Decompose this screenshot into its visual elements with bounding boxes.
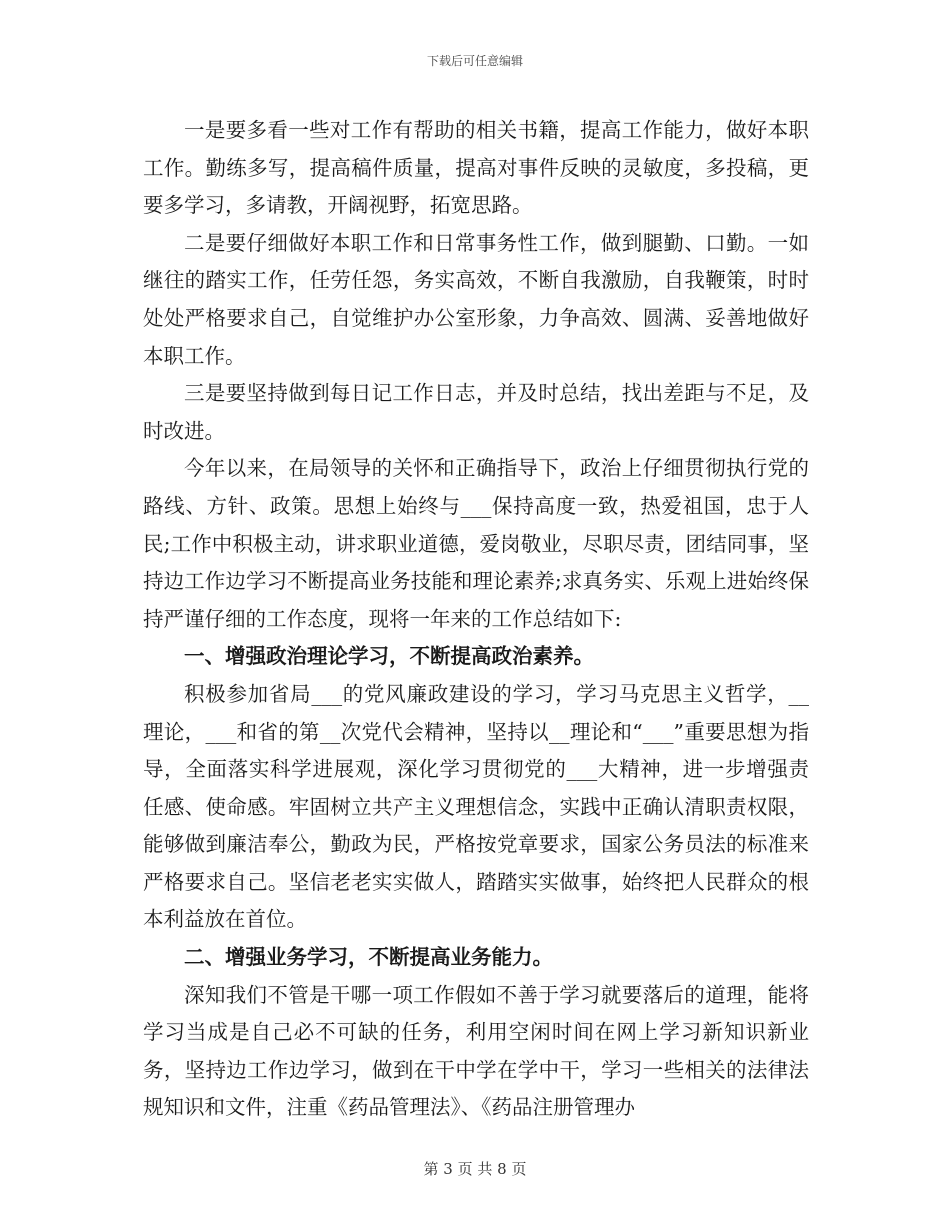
page-header: 下载后可任意编辑 <box>426 54 523 68</box>
paragraph-4: 今年以来，在局领导的关怀和正确指导下，政治上仔细贯彻执行党的路线、方针、政策。思想上始终与___保持高度一致，热爱祖国，忠于人民;工作中积极主动，讲求职业道德，爱岗敬业，尽职尽责，团结同事，坚持边工作边学习不断提高业务技能和理论素养;求真务实、乐观上进始终保持严谨仔细的工作态度，现将一年来的工作总结如下: <box>143 456 809 631</box>
paragraph-3: 三是要坚持做到每日记工作日志，并及时总结，找出差距与不足，及时改进。 <box>143 381 809 443</box>
paragraph-5: 积极参加省局___的党风廉政建设的学习，学习马克思主义哲学，__理论，___和省的第__次党代会精神，坚持以__理论和“___”重要思想为指导，全面落实科学进展观，深化学习贯彻党的___大精神，进一步增强责任感、使命感。牢固树立共产主义理想信念，实践中正确认清职责权限，能够做到廉洁奉公，勤政为民，严格按党章要求，国家公务员法的标准来严格要求自己。坚信老老实实做人，踏踏实实做事，始终把人民群众的根本利益放在首位。 <box>143 681 809 932</box>
section-heading-1: 一、增强政治理论学习，不断提高政治素养。 <box>184 644 594 669</box>
document-body <box>143 112 809 1127</box>
paragraph-6: 深知我们不管是干哪一项工作假如不善于学习就要落后的道理，能将学习当成是自己必不可缺的任务，利用空闲时间在网上学习新知识新业务，坚持边工作边学习，做到在干中学在学中干，学习一些相关的法律法规知识和文件，注重《药品管理法》、《药品注册管理办 <box>143 982 809 1120</box>
paragraph-1: 一是要多看一些对工作有帮助的相关书籍，提高工作能力，做好本职工作。勤练多写，提高稿件质量，提高对事件反映的灵敏度，多投稿，更要多学习，多请教，开阔视野，拓宽思路。 <box>143 118 809 218</box>
section-heading-2: 二、增强业务学习，不断提高业务能力。 <box>184 945 553 970</box>
page-footer: 第 3 页 共 8 页 <box>423 1160 527 1178</box>
paragraph-2: 二是要仔细做好本职工作和日常事务性工作，做到腿勤、口勤。一如继往的踏实工作，任劳任怨，务实高效，不断自我激励，自我鞭策，时时处处严格要求自己，自觉维护办公室形象，力争高效、圆满、妥善地做好本职工作。 <box>143 230 809 368</box>
